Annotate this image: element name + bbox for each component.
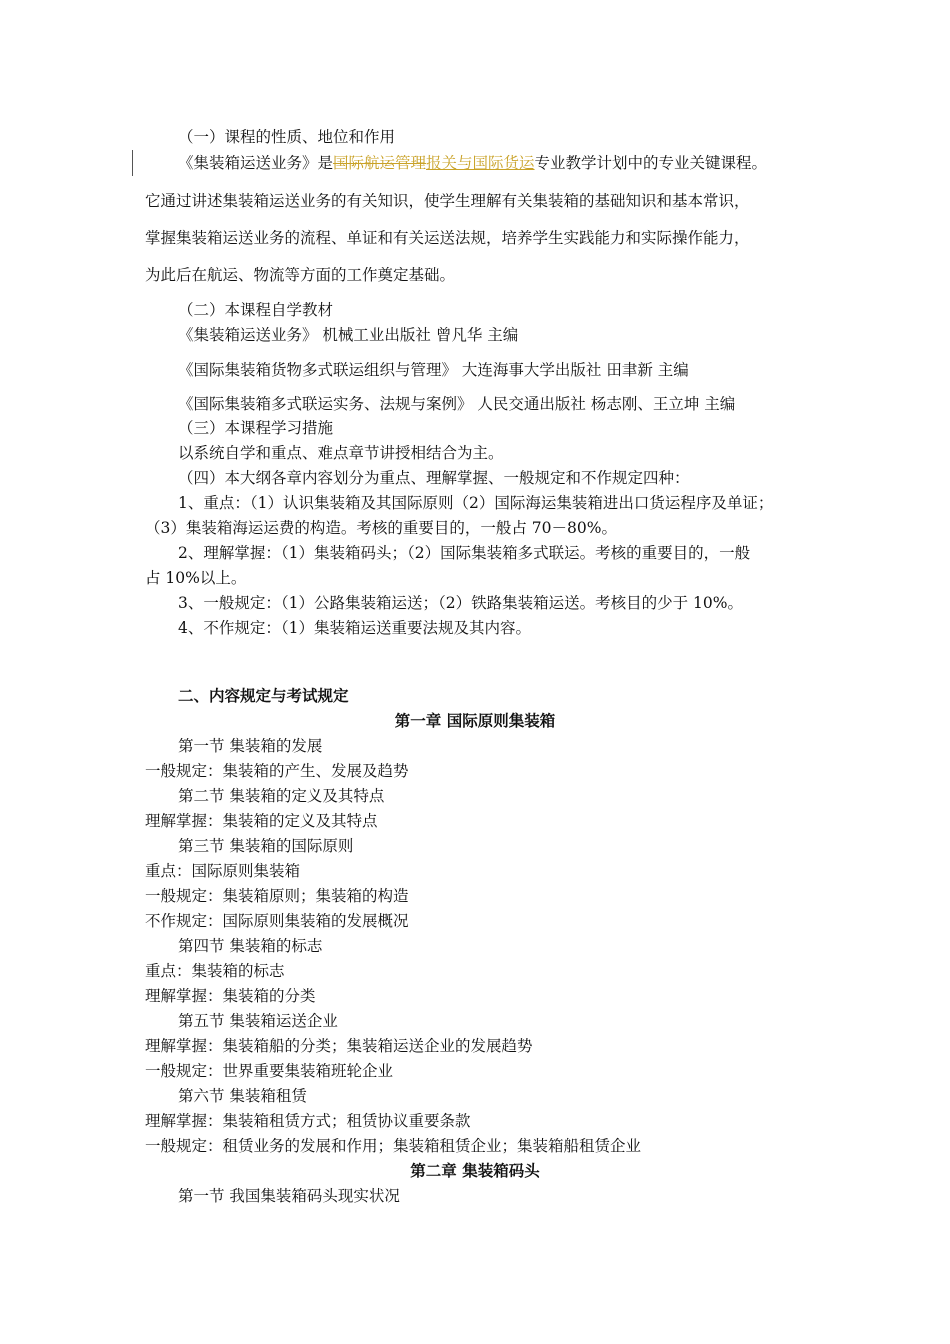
section-1-paragraph-line-1: [178, 153, 767, 173]
ch1-section-5: 第五节 集装箱运送企业: [178, 1012, 338, 1030]
section-3-text: 以系统自学和重点、难点章节讲授相结合为主。: [178, 444, 504, 462]
chapter-1-title: 第一章 国际原则集装箱: [394, 712, 556, 730]
chapter-2-title: 第二章 集装箱码头: [410, 1162, 540, 1180]
paragraph-text: 专业教学计划中的专业关键课程。: [534, 154, 768, 172]
section-1-paragraph-line-4: 为此后在航运、物流等方面的工作奠定基础。: [145, 266, 456, 284]
textbook-1: 《集装箱运送业务》 机械工业出版社 曾凡华 主编: [178, 326, 519, 344]
item-4: 4、不作规定：（1）集装箱运送重要法规及其内容。: [178, 619, 531, 637]
ch1-s4-understand: 理解掌握：集装箱的分类: [145, 987, 316, 1005]
ch1-s5-understand: 理解掌握：集装箱船的分类；集装箱运送企业的发展趋势: [145, 1037, 533, 1055]
ch1-s4-key: 重点：集装箱的标志: [145, 962, 285, 980]
ch1-s6-general: 一般规定：租赁业务的发展和作用；集装箱租赁企业；集装箱船租赁企业: [145, 1137, 642, 1155]
textbook-2: 《国际集装箱货物多式联运组织与管理》 大连海事大学出版社 田聿新 主编: [178, 361, 689, 379]
item-1-line-2: （3）集装箱海运运费的构造。考核的重要目的，一般占 70－80%。: [145, 519, 617, 537]
ch1-s3-general: 一般规定：集装箱原则；集装箱的构造: [145, 887, 409, 905]
section-1-paragraph-line-3: 掌握集装箱运送业务的流程、单证和有关运送法规，培养学生实践能力和实际操作能力，: [145, 229, 750, 247]
ch1-section-6: 第六节 集装箱租赁: [178, 1087, 307, 1105]
section-1-paragraph-line-2: 它通过讲述集装箱运送业务的有关知识，使学生理解有关集装箱的基础知识和基本常识，: [145, 192, 750, 210]
item-1-line-1: 1、重点：（1）认识集装箱及其国际原则（2）国际海运集装箱进出口货运程序及单证；: [178, 494, 774, 512]
ch2-section-1: 第一节 我国集装箱码头现实状况: [178, 1187, 400, 1205]
section-3-heading: （三）本课程学习措施: [178, 419, 334, 437]
ch1-section-3: 第三节 集装箱的国际原则: [178, 837, 354, 855]
ch1-s5-general: 一般规定：世界重要集装箱班轮企业: [145, 1062, 394, 1080]
ch1-section-4: 第四节 集装箱的标志: [178, 937, 323, 955]
section-2-heading: （二）本课程自学教材: [178, 301, 334, 319]
textbook-3: 《国际集装箱多式联运实务、法规与案例》 人民交通出版社 杨志刚、王立坤 主编: [178, 395, 736, 413]
section-1-heading: （一）课程的性质、地位和作用: [178, 128, 396, 146]
ch1-s3-key: 重点：国际原则集装箱: [145, 862, 301, 880]
ch1-section-2: 第二节 集装箱的定义及其特点: [178, 787, 385, 805]
tracked-insertion: 报关与国际货运: [426, 154, 535, 172]
ch1-section-1: 第一节 集装箱的发展: [178, 737, 323, 755]
tracked-deletion: 国际航运管理: [333, 154, 427, 172]
ch1-s2-understand: 理解掌握：集装箱的定义及其特点: [145, 812, 378, 830]
item-2-line-1: 2、理解掌握：（1）集装箱码头；（2）国际集装箱多式联运。考核的重要目的，一般: [178, 544, 751, 562]
item-3: 3、一般规定：（1）公路集装箱运送；（2）铁路集装箱运送。考核目的少于 10%。: [178, 594, 743, 612]
ch1-s6-understand: 理解掌握：集装箱租赁方式；租赁协议重要条款: [145, 1112, 471, 1130]
revision-change-bar: [132, 150, 133, 176]
ch1-s1-general: 一般规定：集装箱的产生、发展及趋势: [145, 762, 409, 780]
part-2-heading: 二、内容规定与考试规定: [178, 687, 349, 705]
ch1-s3-not-required: 不作规定：国际原则集装箱的发展概况: [145, 912, 409, 930]
section-4-heading: （四）本大纲各章内容划分为重点、理解掌握、一般规定和不作规定四种：: [178, 469, 690, 487]
item-2-line-2: 占 10%以上。: [145, 569, 247, 587]
paragraph-text: 《集装箱运送业务》是: [178, 154, 334, 172]
